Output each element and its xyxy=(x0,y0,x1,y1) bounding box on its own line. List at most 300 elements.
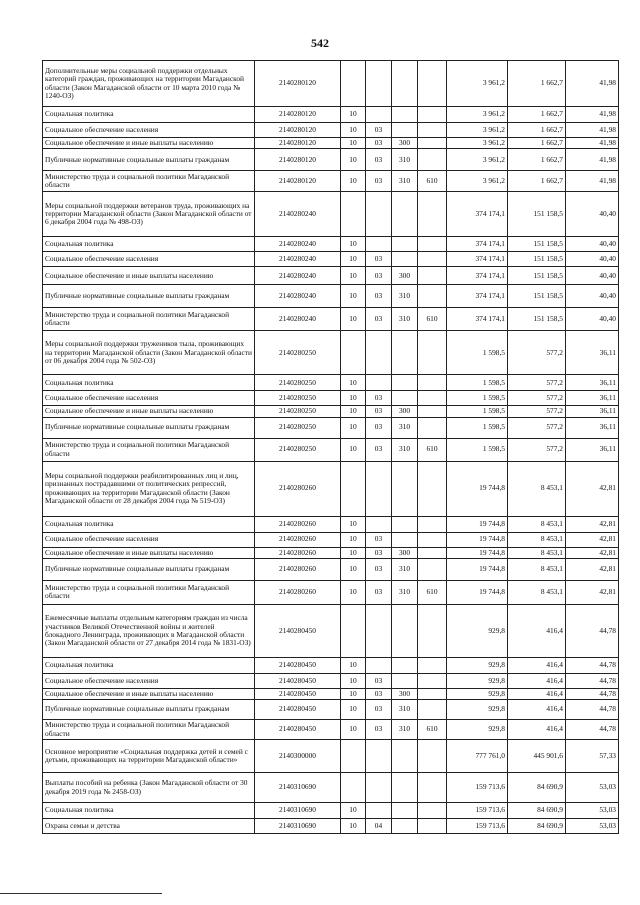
section-cell: 10 xyxy=(341,252,366,267)
table-row xyxy=(43,237,619,252)
subsection-cell: 03 xyxy=(366,547,392,558)
actual-amount-cell: 151 158,5 xyxy=(508,285,566,308)
percent-cell: 42,81 xyxy=(566,461,619,516)
planned-amount-cell: 19 744,8 xyxy=(447,532,508,547)
section-cell xyxy=(341,461,366,516)
percent-cell: 36,11 xyxy=(566,438,619,461)
row-name-cell: Социальное обеспечение населения xyxy=(43,391,255,406)
table-row xyxy=(43,267,619,285)
target-article-cell: 2140280120 xyxy=(255,138,341,149)
row-name-cell: Дополнительные меры социальной поддержки отдельных категорий граждан, проживающих на территории Магаданской области (Закон Магаданской области от 10 марта 2010 года № 1240-ОЗ) xyxy=(43,61,255,107)
planned-amount-cell: 19 744,8 xyxy=(447,461,508,516)
administrator-cell xyxy=(418,123,447,138)
table-row xyxy=(43,547,619,558)
table-row xyxy=(43,740,619,773)
administrator-cell xyxy=(418,406,447,417)
table-row xyxy=(43,107,619,123)
target-article-cell: 2140280120 xyxy=(255,149,341,171)
row-name-cell: Меры социальной поддержки реабилитированных лиц и лиц, признанных пострадавшими от политических репрессий, проживающих на территории Магаданской области (Закон Магаданской области от 28 декабря 2004 года № 519-ОЗ) xyxy=(43,461,255,516)
expense-type-cell: 300 xyxy=(392,688,418,699)
actual-amount-cell: 8 453,1 xyxy=(508,547,566,558)
actual-amount-cell: 151 158,5 xyxy=(508,237,566,252)
table-row xyxy=(43,375,619,391)
subsection-cell xyxy=(366,461,392,516)
row-name-cell: Социальная политика xyxy=(43,375,255,391)
planned-amount-cell: 374 174,1 xyxy=(447,267,508,285)
administrator-cell xyxy=(418,673,447,688)
expense-type-cell xyxy=(392,61,418,107)
section-cell: 10 xyxy=(341,700,366,720)
subsection-cell: 03 xyxy=(366,417,392,438)
section-cell xyxy=(341,740,366,773)
row-name-cell: Публичные нормативные социальные выплаты гражданам xyxy=(43,417,255,438)
planned-amount-cell: 19 744,8 xyxy=(447,580,508,604)
administrator-cell xyxy=(418,700,447,720)
administrator-cell xyxy=(418,604,447,657)
target-article-cell: 2140280250 xyxy=(255,375,341,391)
row-name-cell: Социальное обеспечение населения xyxy=(43,673,255,688)
planned-amount-cell: 929,8 xyxy=(447,673,508,688)
actual-amount-cell: 1 662,7 xyxy=(508,61,566,107)
target-article-cell: 2140280120 xyxy=(255,107,341,123)
row-name-cell: Меры социальной поддержки тружеников тыла, проживающих на территории Магаданской области (Закон Магаданской области от 06 декабря 2004 года № 502-ОЗ) xyxy=(43,331,255,375)
section-cell: 10 xyxy=(341,720,366,740)
expense-type-cell xyxy=(392,657,418,673)
planned-amount-cell: 19 744,8 xyxy=(447,558,508,580)
actual-amount-cell: 1 662,7 xyxy=(508,107,566,123)
section-cell: 10 xyxy=(341,285,366,308)
planned-amount-cell: 3 961,2 xyxy=(447,61,508,107)
section-cell: 10 xyxy=(341,267,366,285)
table-row xyxy=(43,417,619,438)
planned-amount-cell: 1 598,5 xyxy=(447,331,508,375)
expense-type-cell xyxy=(392,123,418,138)
section-cell: 10 xyxy=(341,516,366,532)
percent-cell: 40,40 xyxy=(566,252,619,267)
planned-amount-cell: 1 598,5 xyxy=(447,438,508,461)
target-article-cell: 2140280450 xyxy=(255,673,341,688)
planned-amount-cell: 929,8 xyxy=(447,604,508,657)
administrator-cell xyxy=(418,61,447,107)
row-name-cell: Социальное обеспечение и иные выплаты населению xyxy=(43,267,255,285)
row-name-cell: Публичные нормативные социальные выплаты гражданам xyxy=(43,700,255,720)
section-cell: 10 xyxy=(341,171,366,192)
table-row xyxy=(43,516,619,532)
section-cell: 10 xyxy=(341,123,366,138)
administrator-cell xyxy=(418,149,447,171)
subsection-cell xyxy=(366,657,392,673)
actual-amount-cell: 577,2 xyxy=(508,406,566,417)
target-article-cell: 2140280240 xyxy=(255,285,341,308)
administrator-cell xyxy=(418,417,447,438)
percent-cell: 40,40 xyxy=(566,192,619,237)
percent-cell: 36,11 xyxy=(566,375,619,391)
row-name-cell: Социальная политика xyxy=(43,107,255,123)
subsection-cell: 03 xyxy=(366,673,392,688)
actual-amount-cell: 1 662,7 xyxy=(508,138,566,149)
expense-type-cell: 310 xyxy=(392,171,418,192)
target-article-cell: 2140280250 xyxy=(255,406,341,417)
expense-type-cell xyxy=(392,461,418,516)
percent-cell: 57,33 xyxy=(566,740,619,773)
planned-amount-cell: 3 961,2 xyxy=(447,149,508,171)
administrator-cell xyxy=(418,107,447,123)
administrator-cell: 610 xyxy=(418,720,447,740)
expense-type-cell: 310 xyxy=(392,438,418,461)
section-cell: 10 xyxy=(341,580,366,604)
expense-type-cell: 310 xyxy=(392,308,418,331)
actual-amount-cell: 8 453,1 xyxy=(508,558,566,580)
actual-amount-cell: 151 158,5 xyxy=(508,252,566,267)
actual-amount-cell: 577,2 xyxy=(508,375,566,391)
target-article-cell: 2140280120 xyxy=(255,61,341,107)
administrator-cell xyxy=(418,688,447,699)
percent-cell: 53,03 xyxy=(566,819,619,834)
expense-type-cell xyxy=(392,673,418,688)
row-name-cell: Ежемесячные выплаты отдельным категориям граждан из числа участников Великой Отечественной войны и жителей блокадного Ленинграда, проживающих в Магаданской области (Закон Магаданской области от 27 декабря 2014 года № 1831-ОЗ) xyxy=(43,604,255,657)
row-name-cell: Социальная политика xyxy=(43,516,255,532)
subsection-cell: 03 xyxy=(366,700,392,720)
section-cell: 10 xyxy=(341,237,366,252)
administrator-cell xyxy=(418,657,447,673)
planned-amount-cell: 19 744,8 xyxy=(447,547,508,558)
administrator-cell xyxy=(418,285,447,308)
expense-type-cell: 310 xyxy=(392,285,418,308)
subsection-cell xyxy=(366,107,392,123)
target-article-cell: 2140280250 xyxy=(255,438,341,461)
percent-cell: 41,98 xyxy=(566,149,619,171)
planned-amount-cell: 159 713,6 xyxy=(447,803,508,819)
table-row xyxy=(43,61,619,107)
target-article-cell: 2140280450 xyxy=(255,720,341,740)
table-row xyxy=(43,308,619,331)
expense-type-cell xyxy=(392,532,418,547)
percent-cell: 44,78 xyxy=(566,604,619,657)
table-row xyxy=(43,688,619,699)
administrator-cell xyxy=(418,773,447,803)
row-name-cell: Социальная политика xyxy=(43,803,255,819)
section-cell xyxy=(341,331,366,375)
planned-amount-cell: 929,8 xyxy=(447,688,508,699)
subsection-cell xyxy=(366,331,392,375)
subsection-cell: 03 xyxy=(366,267,392,285)
administrator-cell xyxy=(418,192,447,237)
percent-cell: 41,98 xyxy=(566,171,619,192)
section-cell: 10 xyxy=(341,558,366,580)
table-row xyxy=(43,819,619,834)
row-name-cell: Охрана семьи и детства xyxy=(43,819,255,834)
subsection-cell xyxy=(366,61,392,107)
subsection-cell: 03 xyxy=(366,171,392,192)
table-row xyxy=(43,773,619,803)
expense-type-cell: 310 xyxy=(392,149,418,171)
target-article-cell: 2140310690 xyxy=(255,803,341,819)
percent-cell: 42,81 xyxy=(566,580,619,604)
planned-amount-cell: 19 744,8 xyxy=(447,516,508,532)
row-name-cell: Меры социальной поддержки ветеранов труда, проживающих на территории Магаданской области (Закон Магаданской области от 6 декабря 2004 года № 498-ОЗ) xyxy=(43,192,255,237)
row-name-cell: Социальное обеспечение и иные выплаты населению xyxy=(43,688,255,699)
administrator-cell: 610 xyxy=(418,580,447,604)
percent-cell: 36,11 xyxy=(566,406,619,417)
row-name-cell: Социальное обеспечение населения xyxy=(43,252,255,267)
actual-amount-cell: 445 901,6 xyxy=(508,740,566,773)
planned-amount-cell: 3 961,2 xyxy=(447,123,508,138)
percent-cell: 36,11 xyxy=(566,391,619,406)
subsection-cell xyxy=(366,237,392,252)
expense-type-cell: 310 xyxy=(392,417,418,438)
planned-amount-cell: 3 961,2 xyxy=(447,171,508,192)
planned-amount-cell: 777 761,0 xyxy=(447,740,508,773)
planned-amount-cell: 929,8 xyxy=(447,657,508,673)
subsection-cell: 03 xyxy=(366,720,392,740)
percent-cell: 44,78 xyxy=(566,688,619,699)
target-article-cell: 2140280250 xyxy=(255,417,341,438)
planned-amount-cell: 374 174,1 xyxy=(447,285,508,308)
planned-amount-cell: 1 598,5 xyxy=(447,417,508,438)
actual-amount-cell: 151 158,5 xyxy=(508,192,566,237)
planned-amount-cell: 159 713,6 xyxy=(447,819,508,834)
planned-amount-cell: 1 598,5 xyxy=(447,375,508,391)
table-row xyxy=(43,285,619,308)
planned-amount-cell: 3 961,2 xyxy=(447,138,508,149)
actual-amount-cell: 84 690,9 xyxy=(508,803,566,819)
expense-type-cell xyxy=(392,604,418,657)
section-cell: 10 xyxy=(341,375,366,391)
administrator-cell xyxy=(418,461,447,516)
subsection-cell: 04 xyxy=(366,819,392,834)
actual-amount-cell: 416,4 xyxy=(508,700,566,720)
target-article-cell: 2140280240 xyxy=(255,308,341,331)
planned-amount-cell: 1 598,5 xyxy=(447,406,508,417)
percent-cell: 44,78 xyxy=(566,657,619,673)
target-article-cell: 2140300000 xyxy=(255,740,341,773)
actual-amount-cell: 1 662,7 xyxy=(508,171,566,192)
subsection-cell xyxy=(366,803,392,819)
actual-amount-cell: 416,4 xyxy=(508,604,566,657)
row-name-cell: Публичные нормативные социальные выплаты гражданам xyxy=(43,149,255,171)
administrator-cell xyxy=(418,803,447,819)
expense-type-cell: 300 xyxy=(392,547,418,558)
table-row xyxy=(43,171,619,192)
table-row xyxy=(43,461,619,516)
administrator-cell xyxy=(418,516,447,532)
section-cell: 10 xyxy=(341,532,366,547)
table-row xyxy=(43,331,619,375)
subsection-cell xyxy=(366,773,392,803)
subsection-cell xyxy=(366,604,392,657)
actual-amount-cell: 8 453,1 xyxy=(508,516,566,532)
expense-type-cell xyxy=(392,773,418,803)
expense-type-cell xyxy=(392,819,418,834)
section-cell: 10 xyxy=(341,657,366,673)
budget-table xyxy=(42,60,619,834)
section-cell xyxy=(341,773,366,803)
row-name-cell: Министерство труда и социальной политики Магаданской области xyxy=(43,720,255,740)
planned-amount-cell: 374 174,1 xyxy=(447,252,508,267)
table-row xyxy=(43,604,619,657)
section-cell: 10 xyxy=(341,406,366,417)
table-row xyxy=(43,700,619,720)
section-cell: 10 xyxy=(341,391,366,406)
expense-type-cell xyxy=(392,803,418,819)
row-name-cell: Публичные нормативные социальные выплаты гражданам xyxy=(43,558,255,580)
table-row xyxy=(43,580,619,604)
expense-type-cell xyxy=(392,252,418,267)
subsection-cell: 03 xyxy=(366,558,392,580)
target-article-cell: 2140280260 xyxy=(255,461,341,516)
actual-amount-cell: 8 453,1 xyxy=(508,461,566,516)
administrator-cell xyxy=(418,375,447,391)
table-row xyxy=(43,720,619,740)
percent-cell: 44,78 xyxy=(566,673,619,688)
target-article-cell: 2140280260 xyxy=(255,516,341,532)
administrator-cell xyxy=(418,267,447,285)
target-article-cell: 2140280240 xyxy=(255,267,341,285)
percent-cell: 44,78 xyxy=(566,720,619,740)
actual-amount-cell: 416,4 xyxy=(508,673,566,688)
subsection-cell: 03 xyxy=(366,285,392,308)
planned-amount-cell: 374 174,1 xyxy=(447,308,508,331)
planned-amount-cell: 1 598,5 xyxy=(447,391,508,406)
percent-cell: 40,40 xyxy=(566,285,619,308)
expense-type-cell: 300 xyxy=(392,267,418,285)
administrator-cell xyxy=(418,331,447,375)
target-article-cell: 2140280260 xyxy=(255,547,341,558)
table-row xyxy=(43,406,619,417)
section-cell: 10 xyxy=(341,149,366,171)
percent-cell: 42,81 xyxy=(566,547,619,558)
expense-type-cell: 310 xyxy=(392,580,418,604)
row-name-cell: Министерство труда и социальной политики Магаданской области xyxy=(43,171,255,192)
percent-cell: 41,98 xyxy=(566,61,619,107)
subsection-cell: 03 xyxy=(366,252,392,267)
target-article-cell: 2140280250 xyxy=(255,331,341,375)
planned-amount-cell: 3 961,2 xyxy=(447,107,508,123)
row-name-cell: Социальное обеспечение населения xyxy=(43,532,255,547)
actual-amount-cell: 577,2 xyxy=(508,391,566,406)
table-row xyxy=(43,149,619,171)
subsection-cell xyxy=(366,516,392,532)
expense-type-cell xyxy=(392,107,418,123)
section-cell xyxy=(341,192,366,237)
percent-cell: 36,11 xyxy=(566,331,619,375)
actual-amount-cell: 416,4 xyxy=(508,720,566,740)
table-row xyxy=(43,657,619,673)
actual-amount-cell: 416,4 xyxy=(508,688,566,699)
administrator-cell xyxy=(418,252,447,267)
expense-type-cell xyxy=(392,375,418,391)
percent-cell: 41,98 xyxy=(566,123,619,138)
subsection-cell: 03 xyxy=(366,688,392,699)
subsection-cell: 03 xyxy=(366,391,392,406)
row-name-cell: Министерство труда и социальной политики Магаданской области xyxy=(43,580,255,604)
planned-amount-cell: 929,8 xyxy=(447,720,508,740)
administrator-cell xyxy=(418,237,447,252)
percent-cell: 36,11 xyxy=(566,417,619,438)
target-article-cell: 2140280450 xyxy=(255,688,341,699)
section-cell: 10 xyxy=(341,417,366,438)
actual-amount-cell: 151 158,5 xyxy=(508,267,566,285)
section-cell: 10 xyxy=(341,819,366,834)
target-article-cell: 2140280120 xyxy=(255,123,341,138)
percent-cell: 41,98 xyxy=(566,107,619,123)
subsection-cell xyxy=(366,740,392,773)
actual-amount-cell: 577,2 xyxy=(508,438,566,461)
planned-amount-cell: 374 174,1 xyxy=(447,237,508,252)
expense-type-cell xyxy=(392,391,418,406)
row-name-cell: Социальная политика xyxy=(43,237,255,252)
target-article-cell: 2140310690 xyxy=(255,819,341,834)
expense-type-cell xyxy=(392,740,418,773)
table-row xyxy=(43,803,619,819)
actual-amount-cell: 151 158,5 xyxy=(508,308,566,331)
table-row xyxy=(43,532,619,547)
administrator-cell xyxy=(418,740,447,773)
subsection-cell: 03 xyxy=(366,532,392,547)
target-article-cell: 2140280240 xyxy=(255,252,341,267)
actual-amount-cell: 577,2 xyxy=(508,417,566,438)
section-cell: 10 xyxy=(341,547,366,558)
administrator-cell xyxy=(418,819,447,834)
target-article-cell: 2140280450 xyxy=(255,604,341,657)
subsection-cell: 03 xyxy=(366,406,392,417)
row-name-cell: Социальное обеспечение и иные выплаты населению xyxy=(43,547,255,558)
subsection-cell: 03 xyxy=(366,438,392,461)
actual-amount-cell: 1 662,7 xyxy=(508,149,566,171)
percent-cell: 42,81 xyxy=(566,558,619,580)
administrator-cell: 610 xyxy=(418,171,447,192)
expense-type-cell: 300 xyxy=(392,138,418,149)
subsection-cell xyxy=(366,192,392,237)
section-cell: 10 xyxy=(341,688,366,699)
expense-type-cell xyxy=(392,192,418,237)
row-name-cell: Министерство труда и социальной политики Магаданской области xyxy=(43,308,255,331)
table-row xyxy=(43,123,619,138)
expense-type-cell: 310 xyxy=(392,720,418,740)
expense-type-cell xyxy=(392,237,418,252)
target-article-cell: 2140280120 xyxy=(255,171,341,192)
table-row xyxy=(43,391,619,406)
subsection-cell: 03 xyxy=(366,138,392,149)
expense-type-cell xyxy=(392,516,418,532)
section-cell: 10 xyxy=(341,438,366,461)
percent-cell: 42,81 xyxy=(566,532,619,547)
actual-amount-cell: 84 690,9 xyxy=(508,773,566,803)
row-name-cell: Министерство труда и социальной политики Магаданской области xyxy=(43,438,255,461)
budget-table-body xyxy=(43,61,619,834)
target-article-cell: 2140280450 xyxy=(255,657,341,673)
row-name-cell: Выплаты пособий на ребенка (Закон Магаданской области от 30 декабря 2019 года № 2458-ОЗ) xyxy=(43,773,255,803)
row-name-cell: Основное мероприятие «Социальная поддержка детей и семей с детьми, проживающих на территории Магаданской области» xyxy=(43,740,255,773)
table-row xyxy=(43,252,619,267)
actual-amount-cell: 8 453,1 xyxy=(508,580,566,604)
percent-cell: 40,40 xyxy=(566,267,619,285)
expense-type-cell xyxy=(392,331,418,375)
table-row xyxy=(43,438,619,461)
planned-amount-cell: 929,8 xyxy=(447,700,508,720)
row-name-cell: Социальное обеспечение и иные выплаты населению xyxy=(43,406,255,417)
actual-amount-cell: 1 662,7 xyxy=(508,123,566,138)
section-cell: 10 xyxy=(341,803,366,819)
subsection-cell: 03 xyxy=(366,149,392,171)
table-row xyxy=(43,192,619,237)
row-name-cell: Социальное обеспечение и иные выплаты населению xyxy=(43,138,255,149)
subsection-cell xyxy=(366,375,392,391)
target-article-cell: 2140280260 xyxy=(255,580,341,604)
administrator-cell xyxy=(418,532,447,547)
subsection-cell: 03 xyxy=(366,123,392,138)
administrator-cell xyxy=(418,558,447,580)
